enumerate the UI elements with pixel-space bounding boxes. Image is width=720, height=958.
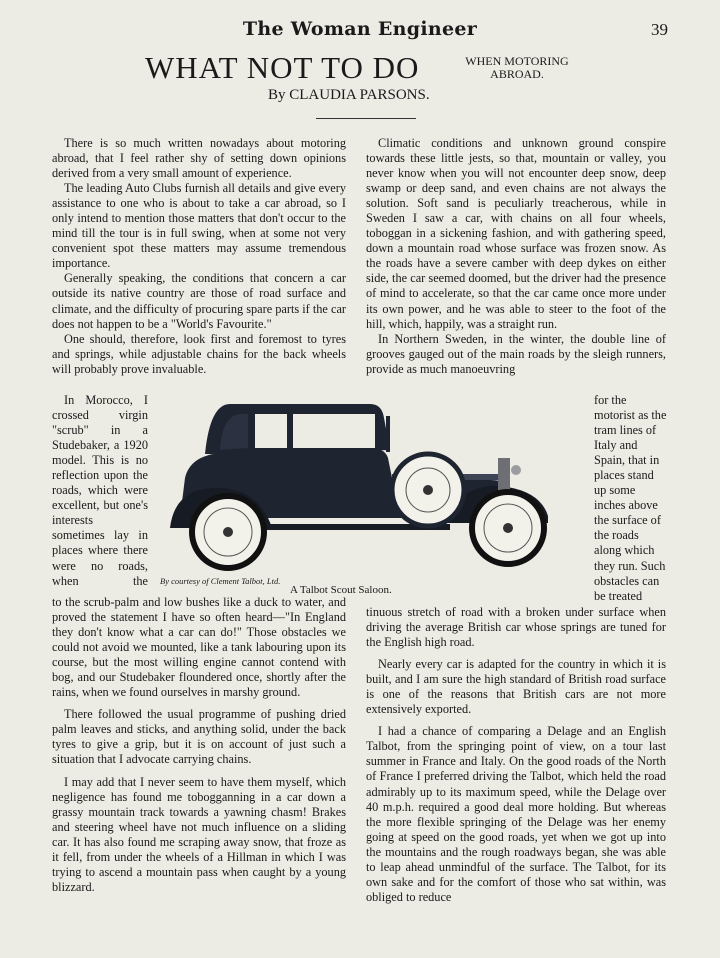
paragraph: Climatic conditions and unknown ground conspire towards these little jests, so that, mountain or valley, you never know when you will not encounter deep snow, deep swamp or deep sand, and even chains are not always the solution. Soft sand is peculiarly treacherous, while in Sweden I saw a car, with chains on all four wheels, toboggan in a sickening fashion, and with gathering speed, down a mountain road whose surface was frozen snow. As the roads have a severe camber with deep dykes on either side, the car seemed doomed, but the driver had the presence of mind to accelerate, so that the car came once more under its own power, and he was able to steer to the foot of the hill, which, happily, was a straight run.	[366, 136, 666, 331]
right-column-bottom	[366, 605, 666, 945]
paragraph: One should, therefore, look first and foremost to tyres and springs, while adjustable chains for the back wheels will probably prove invaluable.	[52, 331, 346, 376]
left-column-bottom	[52, 595, 346, 945]
right-column-wrap	[594, 393, 667, 605]
paragraph: Generally speaking, the conditions that concern a car outside its native country are those of road surface and climate, and the difficulty of procuring spare parts if the car does not happen to be a "World's Favourite."	[52, 271, 346, 331]
paragraph: There is so much written nowadays about motoring abroad, that I feel rather shy of setting down opinions derived from a very small amount of experience.	[52, 136, 346, 181]
paragraph: In Morocco, I crossed virgin "scrub" in a Studebaker, a 1920 model. This is no reflection upon the roads, which were excellent, but one's interests sometimes lay in places where there were no roads, when the	[52, 393, 148, 588]
paragraph: tinuous stretch of road with a broken under surface when driving the average British car whose springs are tuned for the English high road.	[366, 605, 666, 650]
talbot-car-illustration	[160, 398, 560, 578]
figure-caption: A Talbot Scout Saloon.	[290, 584, 392, 596]
right-column-top	[366, 136, 666, 393]
paragraph: I had a chance of comparing a Delage and an English Talbot, from the springing point of view, on a tour last summer in France and Italy. On the good roads of the North of France I preferred driving the Talbot, which held the road admirably up to its maximum speed, while the Delage over 40 m.p.h. required a good deal more holding. But whereas the more flexible springing of the Delage was her enemy going at speed on the good roads, yet when we got up into the mountains and the rough roadways began, she was able to leap ahead unmindful of the surface. The Talbot, for its own sake and for the comfort of those who sat within, was obliged to reduce	[366, 724, 666, 904]
paragraph: In Northern Sweden, in the winter, the double line of grooves gauged out of the main roads by the sleigh runners, provide as much manoeuvring	[366, 331, 666, 376]
paragraph: The leading Auto Clubs furnish all details and give every assistance to one who is about to take a car abroad, so I only intend to mention those matters that don't occur to the mind till the tour is in full swing, when at some not very convenient spot these matters may assume tremendous importance.	[52, 181, 346, 271]
title-rule	[316, 118, 416, 119]
paragraph: to the scrub-palm and low bushes like a duck to water, and proved the statement I have so often heard—"In England they don't know what a car can do!" Those obstacles we could not avoid we mounted, like a tank labouring upon its course, but the most willing engine cannot contend with bog, and our Studebaker floundered once, shortly after the rains, when we found ourselves in marshy ground.	[52, 595, 346, 700]
article-subtitle: WHEN MOTORING ABROAD.	[465, 54, 569, 81]
paragraph: Nearly every car is adapted for the country in which it is built, and I am sure the high standard of British road surface is one of the reasons that British cars are not more extensively exported.	[366, 657, 666, 717]
paragraph: for the motorist as the tram lines of Italy and Spain, that in places stand up some inches above the surface of the roads along which they run. Such obstacles can be treated	[594, 393, 667, 603]
figure-credit: By courtesy of Clement Talbot, Ltd.	[160, 576, 281, 586]
masthead: The Woman Engineer	[242, 18, 478, 40]
paragraph: I may add that I never seem to have them myself, which negligence has found me tobogganning in a car down a grassy mountain track towards a yawning chasm! Brakes and steering wheel have not much influence on a sliding car. It has also found me scraping away snow, that froze as it fell, from under the wheels of a Hillman in which I was trying to ascend a mountain pass when caught by a young blizzard.	[52, 774, 346, 894]
paragraph: There followed the usual programme of pushing dried palm leaves and sticks, and anything solid, under the back tyres to give a grip, but it is on account of just such a situation that I advocate carrying chains.	[52, 707, 346, 767]
left-column-wrap	[52, 393, 148, 590]
left-column-top	[52, 136, 346, 392]
article-title: WHAT NOT TO DO	[145, 50, 420, 85]
page-number: 39	[651, 20, 668, 39]
article-byline: By CLAUDIA PARSONS.	[268, 87, 430, 103]
